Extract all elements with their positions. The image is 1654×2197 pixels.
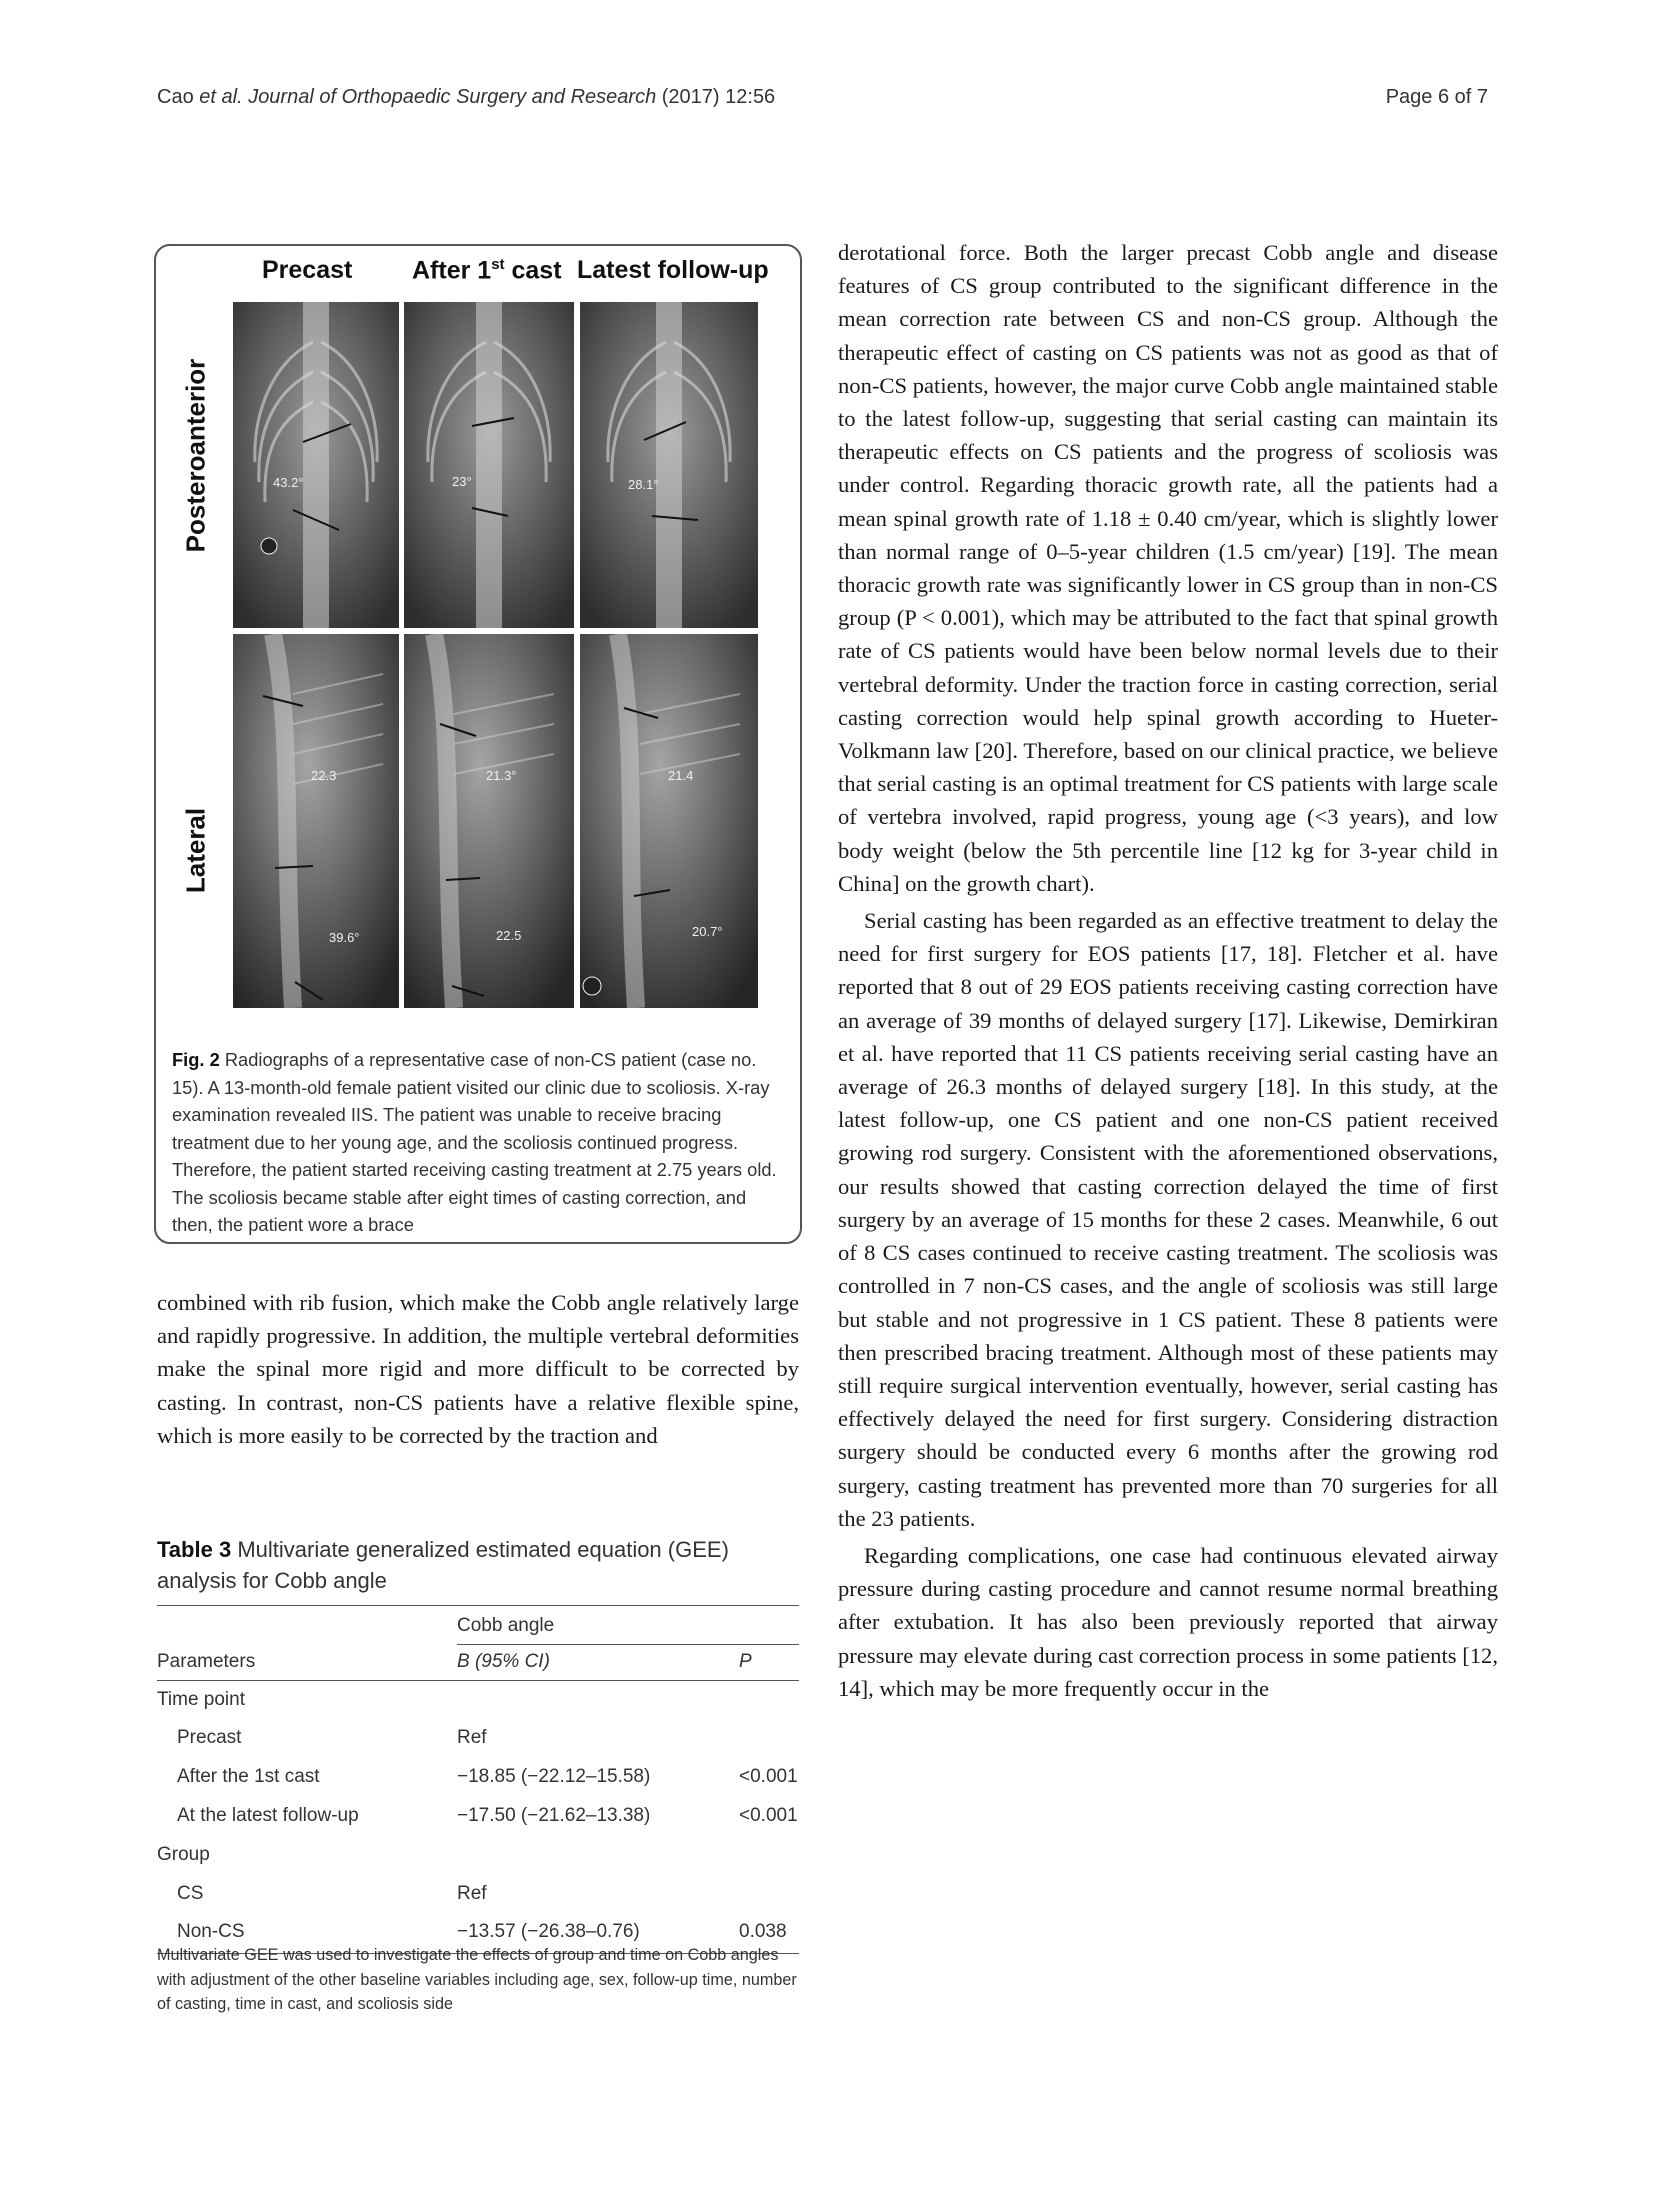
xray-lateral-precast	[233, 634, 399, 1008]
row-header-posteroanterior: Posteroanterior	[180, 358, 211, 553]
right-column-text	[838, 236, 1498, 1705]
cobb-angle-lat-after-top: 21.3°	[486, 768, 517, 783]
right-paragraph-2: Serial casting has been regarded as an effective treatment to delay the need for first surgery for EOS patients [17, 18]. Fletcher et al. have reported that 8 out of 29 EOS patients receiving casting correction have an average of 39 months of delayed surgery [17]. Likewise, Demirkiran et al. have reported that 11 CS patients receiving serial casting have an average of 26.3 months of delayed surgery [18]. In this study, at the latest follow-up, one CS patient and one non-CS patient received growing rod surgery. Consistent with the aforementioned observations, our results showed that casting correction delayed the time of first surgery by an average of 15 months for these 2 cases. Meanwhile, 6 out of 8 CS cases continued to receive casting treatment. The scoliosis was controlled in 7 non-CS cases, and the angle of scoliosis was still large but stable and not progressive in 1 CS patient. These 8 patients were then prescribed bracing treatment. Although most of these patients may still require surgical intervention eventually, however, serial casting has effectively delayed the need for first surgery. Considering distraction surgery should be conducted every 6 months after the growing rod surgery, casting treatment has prevented more than 70 surgeries for all the 23 patients.	[838, 908, 1498, 1531]
table-header-rule	[157, 1680, 799, 1681]
table-row-param: CS	[177, 1883, 204, 1904]
xray-lateral-after-cast	[404, 634, 574, 1008]
column-header-latest-follow-up: Latest follow-up	[577, 256, 769, 284]
table-row-b: −17.50 (−21.62–13.38)	[457, 1805, 651, 1826]
cobb-angle-pa-after: 23°	[452, 474, 472, 489]
cobb-angle-lat-latest-bottom: 20.7°	[692, 924, 723, 939]
table-group-header: Cobb angle	[457, 1615, 555, 1636]
left-column-text	[157, 1286, 799, 1452]
table-label: Table 3	[157, 1537, 232, 1562]
table-col-parameters: Parameters	[157, 1651, 256, 1672]
after-prefix: After 1	[412, 256, 492, 285]
xray-pa-latest	[580, 302, 758, 628]
left-paragraph: combined with rib fusion, which make the Cobb angle relatively large and rapidly progressive. In addition, the multiple vertebral deformities make the spinal more rigid and more difficult to be corrected by casting. In contrast, non-CS patients have a relative flexible spine, which is more easily to be corrected by the traction and	[157, 1290, 799, 1448]
table-col-b: B (95% CI)	[457, 1651, 550, 1672]
running-header-citation	[157, 86, 775, 109]
table-col-p: P	[739, 1651, 752, 1672]
xray-pa-precast	[233, 302, 399, 628]
figure-caption-text: Radiographs of a representative case of non-CS patient (case no. 15). A 13-month-old female patient visited our clinic due to scoliosis. X-ray examination revealed IIS. The patient was unable to receive bracing treatment due to her young age, and the scoliosis continued progress. Therefore, the patient started receiving casting treatment at 2.75 years old. The scoliosis became stable after eight times of casting correction, and then, the patient wore a brace	[172, 1049, 777, 1235]
table-row-param: Precast	[177, 1727, 242, 1748]
table-row-p: 0.038	[739, 1921, 787, 1942]
cobb-angle-pa-latest: 28.1°	[628, 477, 659, 492]
xray-lateral-latest	[580, 634, 758, 1008]
header-etal: et al.	[199, 86, 243, 108]
cobb-angle-lat-latest-top: 21.4	[668, 768, 694, 783]
header-authors: Cao	[157, 86, 194, 108]
cobb-angle-lat-precast-bottom: 39.6°	[329, 930, 360, 945]
column-header-precast: Precast	[262, 256, 353, 284]
table-row-param: Group	[157, 1844, 210, 1865]
header-citation: (2017) 12:56	[661, 86, 776, 108]
cobb-angle-pa-precast: 43.2°	[273, 475, 304, 490]
cobb-angle-lat-precast-top: 22.3	[311, 768, 337, 783]
table-3-caption	[157, 1534, 797, 1596]
page-number: Page 6 of 7	[1385, 86, 1488, 108]
table-row-param: Time point	[157, 1689, 245, 1710]
table-group-rule	[457, 1644, 799, 1645]
row-header-lateral: Lateral	[180, 807, 211, 894]
table-row-param: Non-CS	[177, 1921, 245, 1942]
table-footnote: Multivariate GEE was used to investigate the effects of group and time on Cobb angles with adjustment of the other baseline variables including age, sex, follow-up time, number of casting, time in cast, and scoliosis side	[157, 1946, 797, 2013]
figure-caption	[172, 1046, 784, 1239]
xray-pa-after-cast	[404, 302, 574, 628]
table-row-p: <0.001	[739, 1805, 798, 1826]
table-title: Multivariate generalized estimated equation (GEE) analysis for Cobb angle	[157, 1537, 729, 1593]
after-suffix: cast	[504, 256, 562, 285]
table-row-param: At the latest follow-up	[177, 1805, 359, 1826]
header-journal: Journal of Orthopaedic Surgery and Research	[248, 86, 657, 108]
right-paragraph-3: Regarding complications, one case had continuous elevated airway pressure during casting procedure and cannot resume normal breathing after extubation. It has also been previously reported that airway pressure may elevate during cast correction process in some patients [12, 14], which may be more frequently occur in the	[838, 1542, 1498, 1701]
right-paragraph-1: derotational force. Both the larger precast Cobb angle and disease features of CS group contributed to the significant difference in the mean correction rate between CS and non-CS group. Although the therapeutic effect of casting on CS patients was not as good as that of non-CS patients, however, the major curve Cobb angle maintained stable to the latest follow-up, suggesting that serial casting can maintain its therapeutic effects on CS patients and the progress of scoliosis was under control. Regarding thoracic growth rate, all the patients had a mean spinal growth rate of 1.18 ± 0.40 cm/year, which is slightly lower than normal range of 0–5-year children (1.5 cm/year) [19]. The mean thoracic growth rate was significantly lower in CS group than in non-CS group (P < 0.001), which may be attributed to the fact that spinal growth rate of CS patients would have been below normal levels due to their vertebral deformity. Under the traction force in casting correction, serial casting correction would help spinal growth according to Hueter-Volkmann law [20]. Therefore, based on our clinical practice, we believe that serial casting is an optimal treatment for CS patients with large scale of vertebra involved, rapid progress, young age (<3 years), and low body weight (below the 5th percentile line [12 kg for 3-year child in China] on the growth chart).	[838, 240, 1498, 896]
after-sup: st	[491, 256, 505, 273]
column-header-after-first-cast	[412, 256, 562, 285]
table-top-rule	[157, 1605, 799, 1606]
figure-caption-label: Fig. 2	[172, 1049, 220, 1070]
table-row-b: Ref	[457, 1883, 487, 1904]
table-row-b: −18.85 (−22.12–15.58)	[457, 1766, 651, 1787]
table-row-b: −13.57 (−26.38–0.76)	[457, 1921, 640, 1942]
table-row-p: <0.001	[739, 1766, 798, 1787]
table-row-param: After the 1st cast	[177, 1766, 320, 1787]
cobb-angle-lat-after-bottom: 22.5	[496, 928, 522, 943]
table-row-b: Ref	[457, 1727, 487, 1748]
